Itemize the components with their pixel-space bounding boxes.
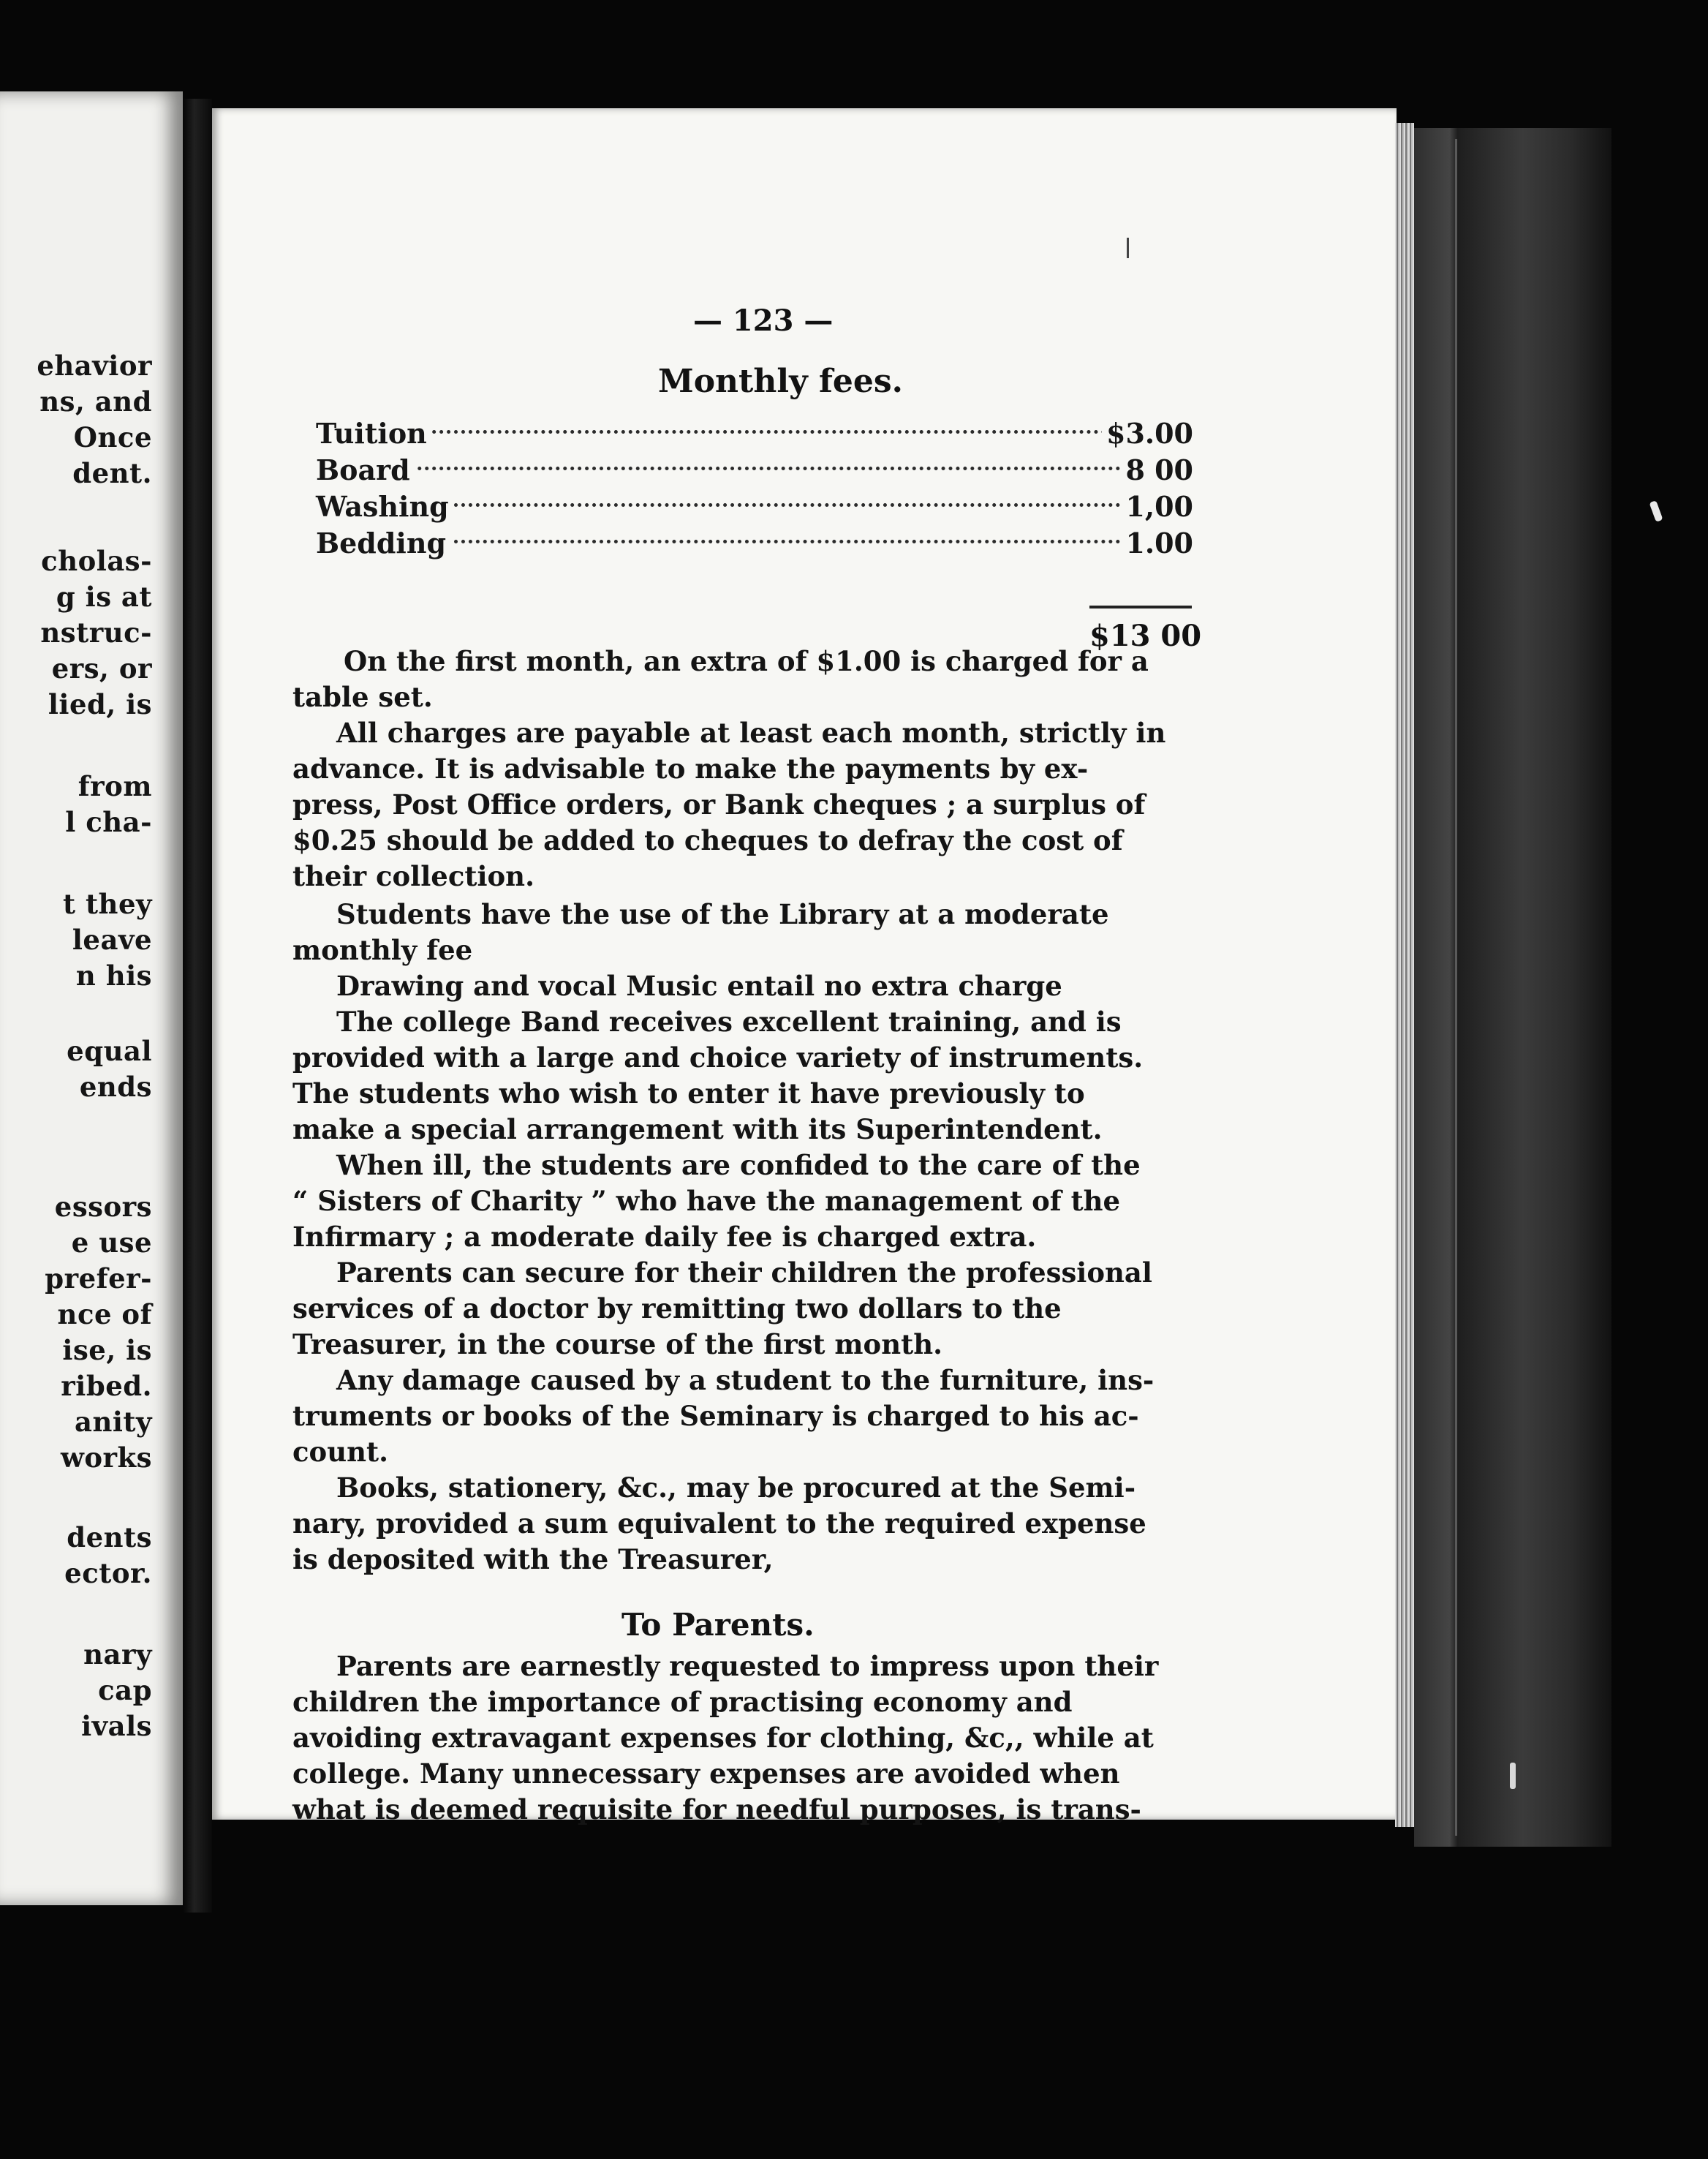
text-line: truments or books of the Seminary is charged to his ac- — [292, 1400, 1139, 1432]
text-line: On the first month, an extra of $1.00 is charged for a — [344, 645, 1149, 677]
left-page-fragment: from — [78, 770, 152, 802]
spine-line — [1455, 139, 1457, 1836]
left-page-fragment: n his — [75, 960, 152, 992]
left-page-fragment: ns, and — [39, 385, 152, 418]
text-line: make a special arrangement with its Superintendent. — [292, 1113, 1103, 1145]
paragraph — [292, 1363, 1199, 1470]
left-page-fragment: nce of — [57, 1298, 152, 1330]
left-facing-page — [0, 91, 183, 1905]
dust-speck — [1510, 1763, 1516, 1789]
dot-leader — [316, 467, 1193, 470]
fee-row — [316, 453, 1193, 489]
page-number: — 123 — — [693, 304, 834, 338]
fee-amount: $3.00 — [1102, 417, 1193, 450]
text-line: monthly fee — [292, 934, 473, 966]
text-line: children the importance of practising economy and — [292, 1686, 1073, 1718]
text-line: Infirmary ; a moderate daily fee is charged extra. — [292, 1221, 1037, 1253]
book-gutter — [183, 99, 212, 1913]
text-line: press, Post Office orders, or Bank cheques ; a surplus of — [292, 788, 1146, 821]
text-line: advance. It is advisable to make the payments by ex- — [292, 753, 1089, 785]
text-line: is deposited with the Treasurer, — [292, 1543, 774, 1575]
left-page-fragment: t they — [62, 888, 152, 920]
paragraph — [292, 968, 1199, 1004]
text-line: The students who wish to enter it have previously to — [292, 1077, 1085, 1109]
fees-total: $13 00 — [1089, 619, 1202, 653]
text-line: nary, provided a sum equivalent to the required expense — [292, 1507, 1146, 1540]
fees-heading: Monthly fees. — [658, 363, 903, 400]
text-line: Books, stationery, &c., may be procured at the Semi- — [336, 1472, 1136, 1504]
text-line: college. Many unnecessary expenses are avoided when — [292, 1757, 1120, 1790]
book-spine — [1414, 128, 1611, 1847]
left-page-fragment: l cha- — [65, 806, 152, 838]
left-page-fragment: ector. — [64, 1557, 152, 1589]
text-line: avoiding extravagant expenses for clothing, &c,, while at — [292, 1722, 1154, 1754]
left-page-fragment: ivals — [81, 1710, 152, 1742]
text-line: what is deemed requisite for needful purposes, is trans- — [292, 1793, 1141, 1825]
text-line: All charges are payable at least each month, strictly in — [336, 717, 1166, 749]
fee-label: Washing — [316, 490, 453, 523]
left-page-fragment: ends — [79, 1071, 152, 1103]
fee-label: Tuition — [316, 417, 431, 450]
text-line: Any damage caused by a student to the furniture, ins- — [336, 1364, 1155, 1396]
left-page-fragment: nstruc- — [40, 617, 152, 649]
left-page-fragment: lied, is — [48, 688, 152, 720]
fee-row — [316, 417, 1193, 452]
text-line: “ Sisters of Charity ” who have the management of the — [292, 1185, 1121, 1217]
paragraph — [292, 1255, 1199, 1363]
fee-amount: 1.00 — [1121, 527, 1193, 559]
total-rule — [1089, 606, 1192, 608]
left-page-fragment: Once — [73, 421, 152, 453]
text-line: table set. — [292, 681, 433, 713]
left-page-fragment: anity — [74, 1406, 152, 1438]
text-line: Students have the use of the Library at a moderate — [336, 898, 1109, 930]
text-line: $0.25 should be added to cheques to defray the cost of — [292, 824, 1123, 856]
left-page-fragment: dent. — [72, 457, 152, 489]
fee-amount: 8 00 — [1121, 453, 1193, 486]
text-line: Parents can secure for their children the professional — [336, 1256, 1152, 1289]
paragraph — [292, 1004, 1199, 1148]
paragraph — [292, 1470, 1199, 1578]
left-page-fragment: ers, or — [51, 652, 152, 685]
left-page-fragment: dents — [67, 1521, 152, 1553]
left-page-fragment: g is at — [56, 581, 152, 613]
text-line: Treasurer, in the course of the first month. — [292, 1328, 942, 1360]
parents-paragraph — [292, 1649, 1199, 1828]
left-page-fragment: cap — [98, 1674, 152, 1706]
text-line: their collection. — [292, 860, 534, 892]
fee-row — [316, 527, 1193, 562]
text-line: The college Band receives excellent training, and is — [336, 1006, 1122, 1038]
left-page-fragment: e use — [71, 1227, 152, 1259]
fee-label: Board — [316, 453, 415, 486]
text-line: Drawing and vocal Music entail no extra charge — [336, 970, 1062, 1002]
text-line: Parents are earnestly requested to impress upon their — [336, 1650, 1159, 1682]
paragraph — [292, 1148, 1199, 1255]
fee-label: Bedding — [316, 527, 450, 559]
left-page-fragment: works — [61, 1442, 152, 1474]
text-line: count. — [292, 1436, 388, 1468]
left-page-fragment: prefer- — [45, 1262, 152, 1295]
dot-leader — [316, 430, 1193, 434]
left-page-fragment: cholas- — [41, 545, 152, 577]
text-line: When ill, the students are confided to the care of the — [336, 1149, 1141, 1181]
left-page-fragment: ise, is — [62, 1334, 152, 1366]
parents-heading: To Parents. — [621, 1607, 815, 1643]
dust-speck — [1650, 500, 1663, 522]
paragraph — [292, 644, 1199, 715]
fee-row — [316, 490, 1193, 525]
paragraph — [292, 715, 1199, 894]
page-mark — [1127, 238, 1129, 258]
paragraph — [292, 897, 1199, 968]
page-edges — [1395, 123, 1414, 1827]
text-line: services of a doctor by remitting two dollars to the — [292, 1292, 1062, 1325]
text-line: provided with a large and choice variety of instruments. — [292, 1041, 1144, 1074]
left-page-fragment: essors — [54, 1191, 152, 1223]
fee-amount: 1,00 — [1121, 490, 1193, 523]
left-page-fragment: nary — [83, 1638, 152, 1670]
left-page-fragment: ribed. — [61, 1370, 152, 1402]
left-page-fragment: equal — [67, 1035, 152, 1067]
left-page-fragment: leave — [72, 924, 152, 956]
left-page-fragment: ehavior — [37, 350, 152, 382]
